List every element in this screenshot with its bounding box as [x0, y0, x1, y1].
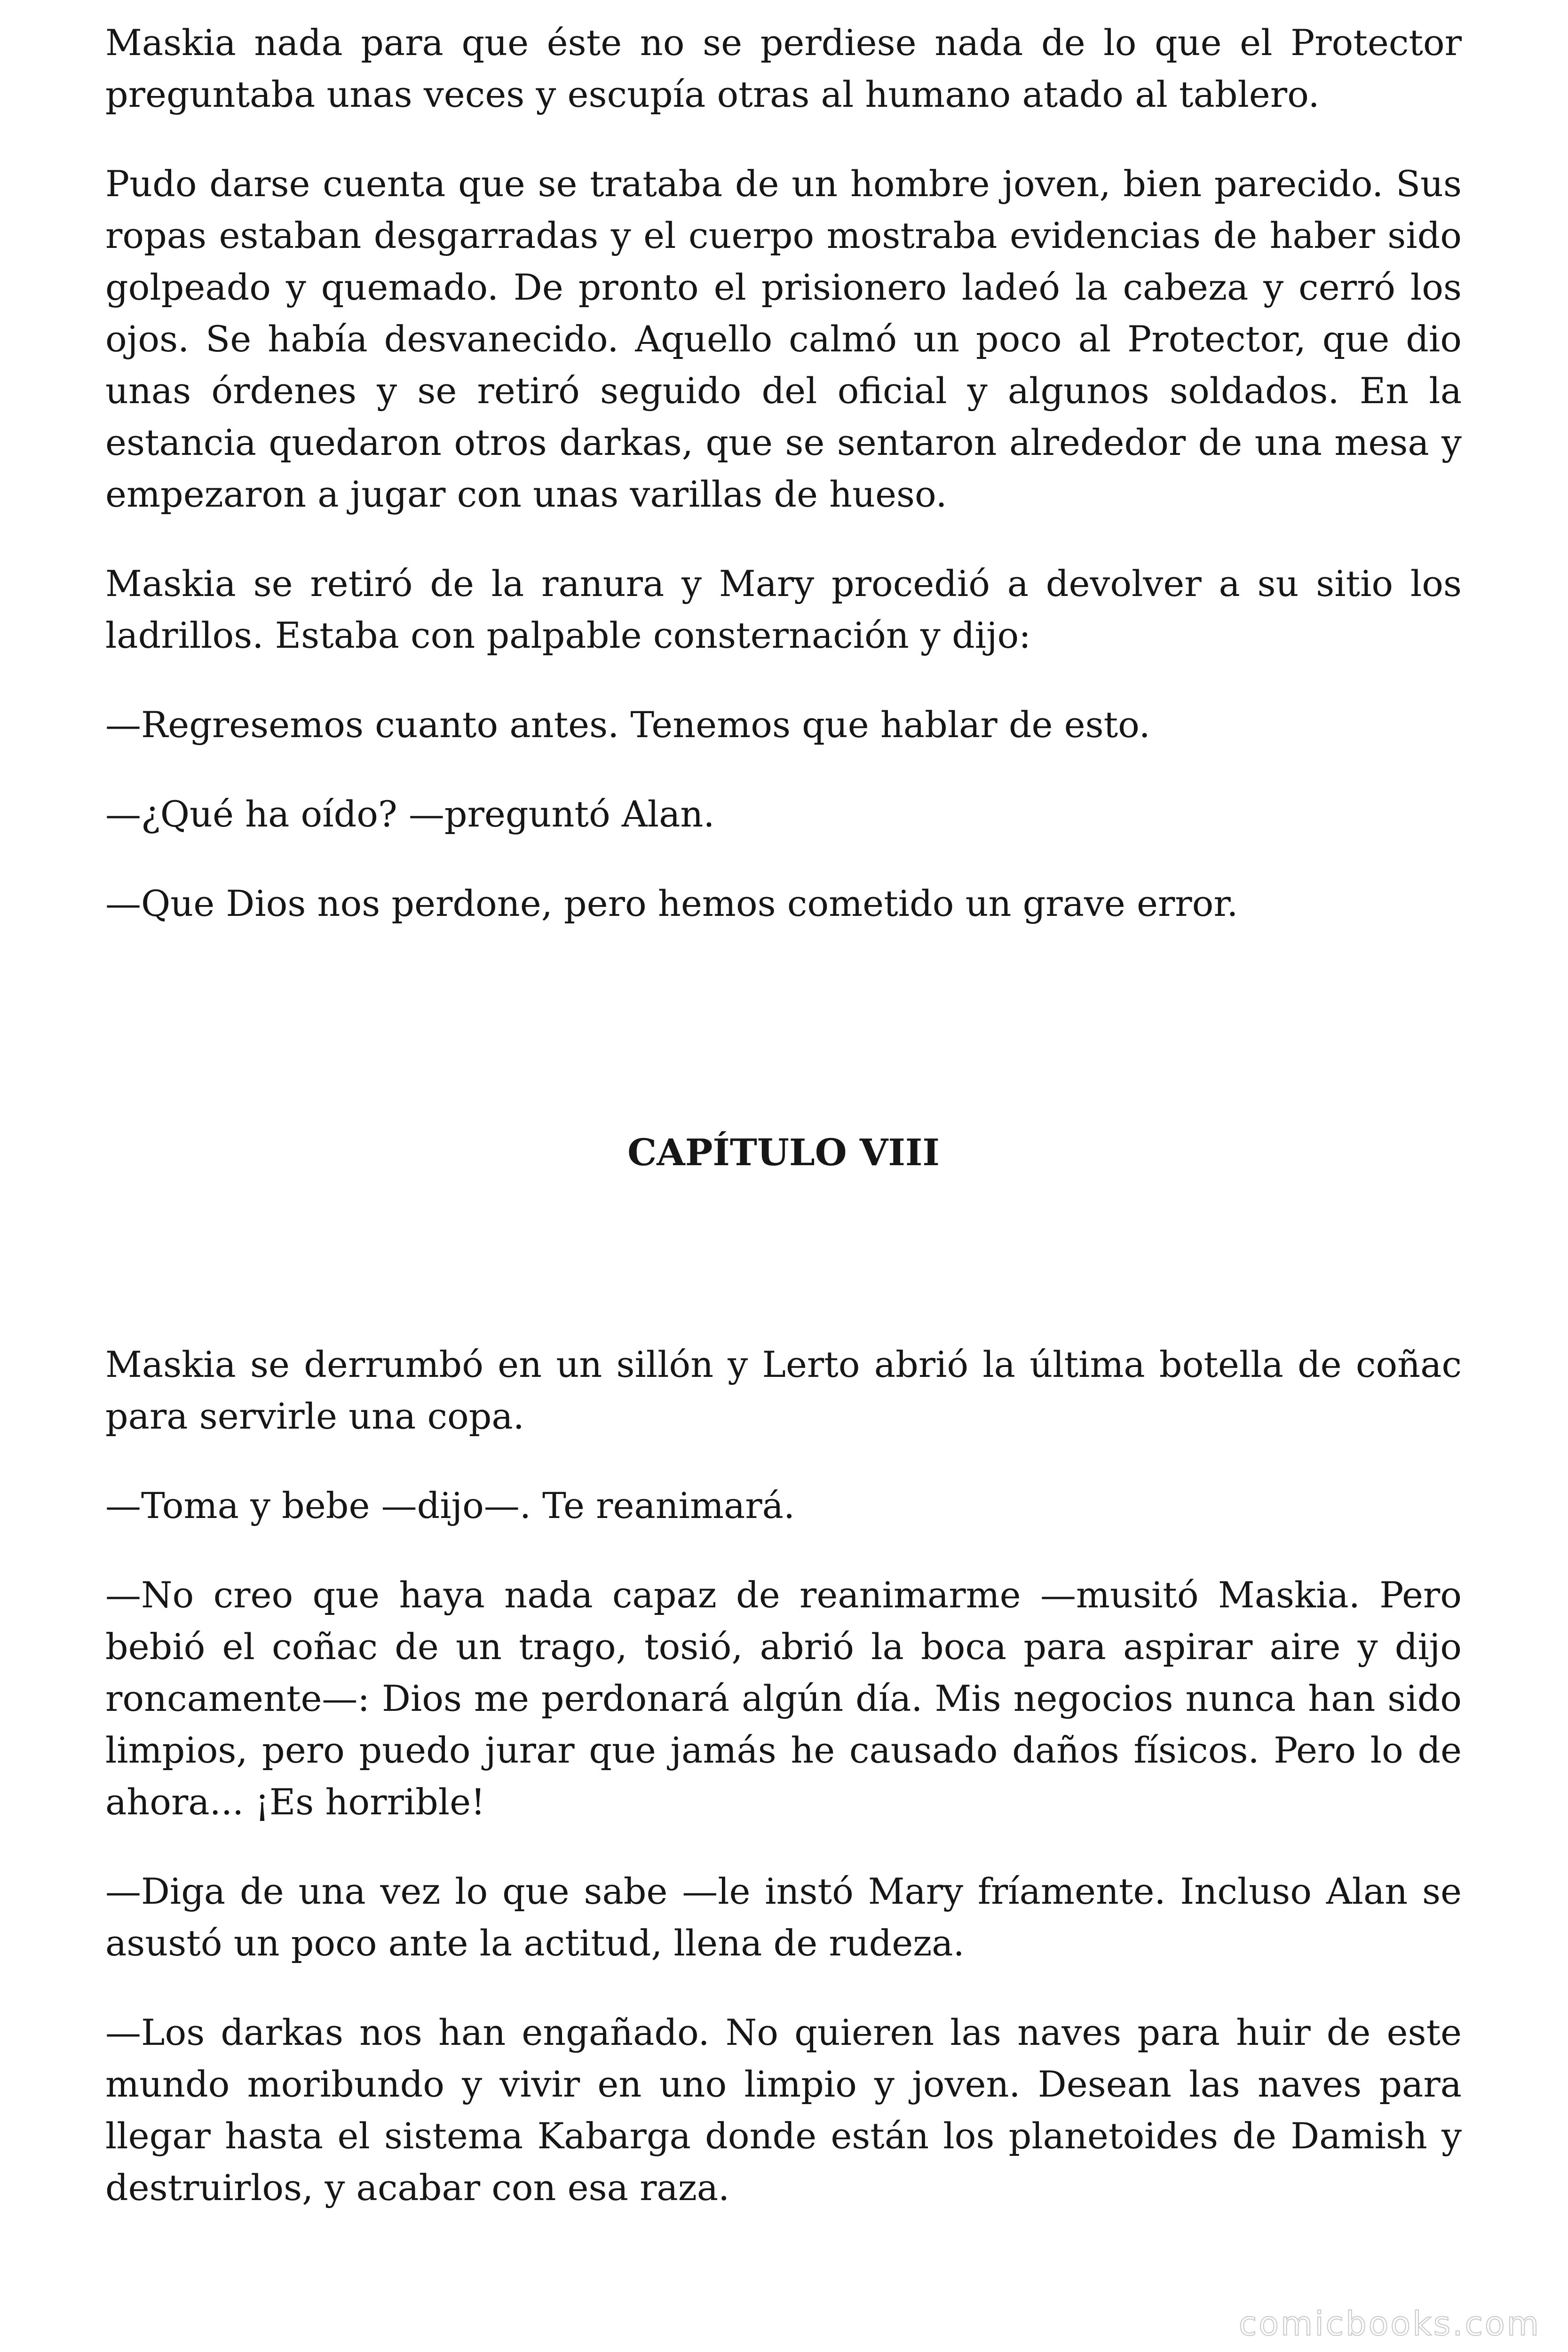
page-text: [105, 17, 1462, 2251]
dialogue-line: —¿Qué ha oído? —preguntó Alan.: [105, 793, 715, 835]
watermark-logo: comicbooks.com: [1238, 2304, 1541, 2343]
dialogue-line: —Toma y bebe —dijo—. Te reanimará.: [105, 1485, 795, 1526]
dialogue-line: —Que Dios nos perdone, pero hemos cometido un grave error.: [105, 882, 1238, 924]
dialogue-line: —No creo que haya nada capaz de reanimarme —musitó Maskia. Pero bebió el coñac de un trago, tosió, abrió la boca para aspirar aire y dijo roncamente—: Dios me perdonará algún día. Mis negocios nunca han sido limpios, pero puedo jurar que jamás he causado daños físicos. Pero lo de ahora... ¡Es horrible!: [105, 1574, 1462, 1823]
paragraph: Maskia se derrumbó en un sillón y Lerto abrió la última botella de coñac para servirle una copa.: [105, 1343, 1462, 1437]
chapter-heading: CAPÍTULO VIII: [627, 1131, 940, 1174]
paragraph: Maskia nada para que éste no se perdiese nada de lo que el Protector preguntaba unas veces y escupía otras al humano atado al tablero.: [105, 22, 1462, 115]
dialogue-line: —Diga de una vez lo que sabe —le instó Mary fríamente. Incluso Alan se asustó un poco ante la actitud, llena de rudeza.: [105, 1870, 1462, 1964]
dialogue-line: —Los darkas nos han engañado. No quieren las naves para huir de este mundo moribundo y vivir en uno limpio y joven. Desean las naves para llegar hasta el sistema Kabarga donde están los planetoides de Damish y destruirlos, y acabar con esa raza.: [105, 2011, 1462, 2209]
paragraph: Maskia se retiró de la ranura y Mary procedió a devolver a su sitio los ladrillos. Estaba con palpable consternación y dijo:: [105, 563, 1462, 656]
dialogue-line: —Regresemos cuanto antes. Tenemos que hablar de esto.: [105, 704, 1150, 746]
paragraph: Pudo darse cuenta que se trataba de un hombre joven, bien parecido. Sus ropas estaban desgarradas y el cuerpo mostraba evidencias de haber sido golpeado y quemado. De pronto el prisionero ladeó la cabeza y cerró los ojos. Se había desvanecido. Aquello calmó un poco al Protector, que dio unas órdenes y se retiró seguido del oficial y algunos soldados. En la estancia quedaron otros darkas, que se sentaron alrededor de una mesa y empezaron a jugar con unas varillas de hueso.: [105, 163, 1462, 515]
